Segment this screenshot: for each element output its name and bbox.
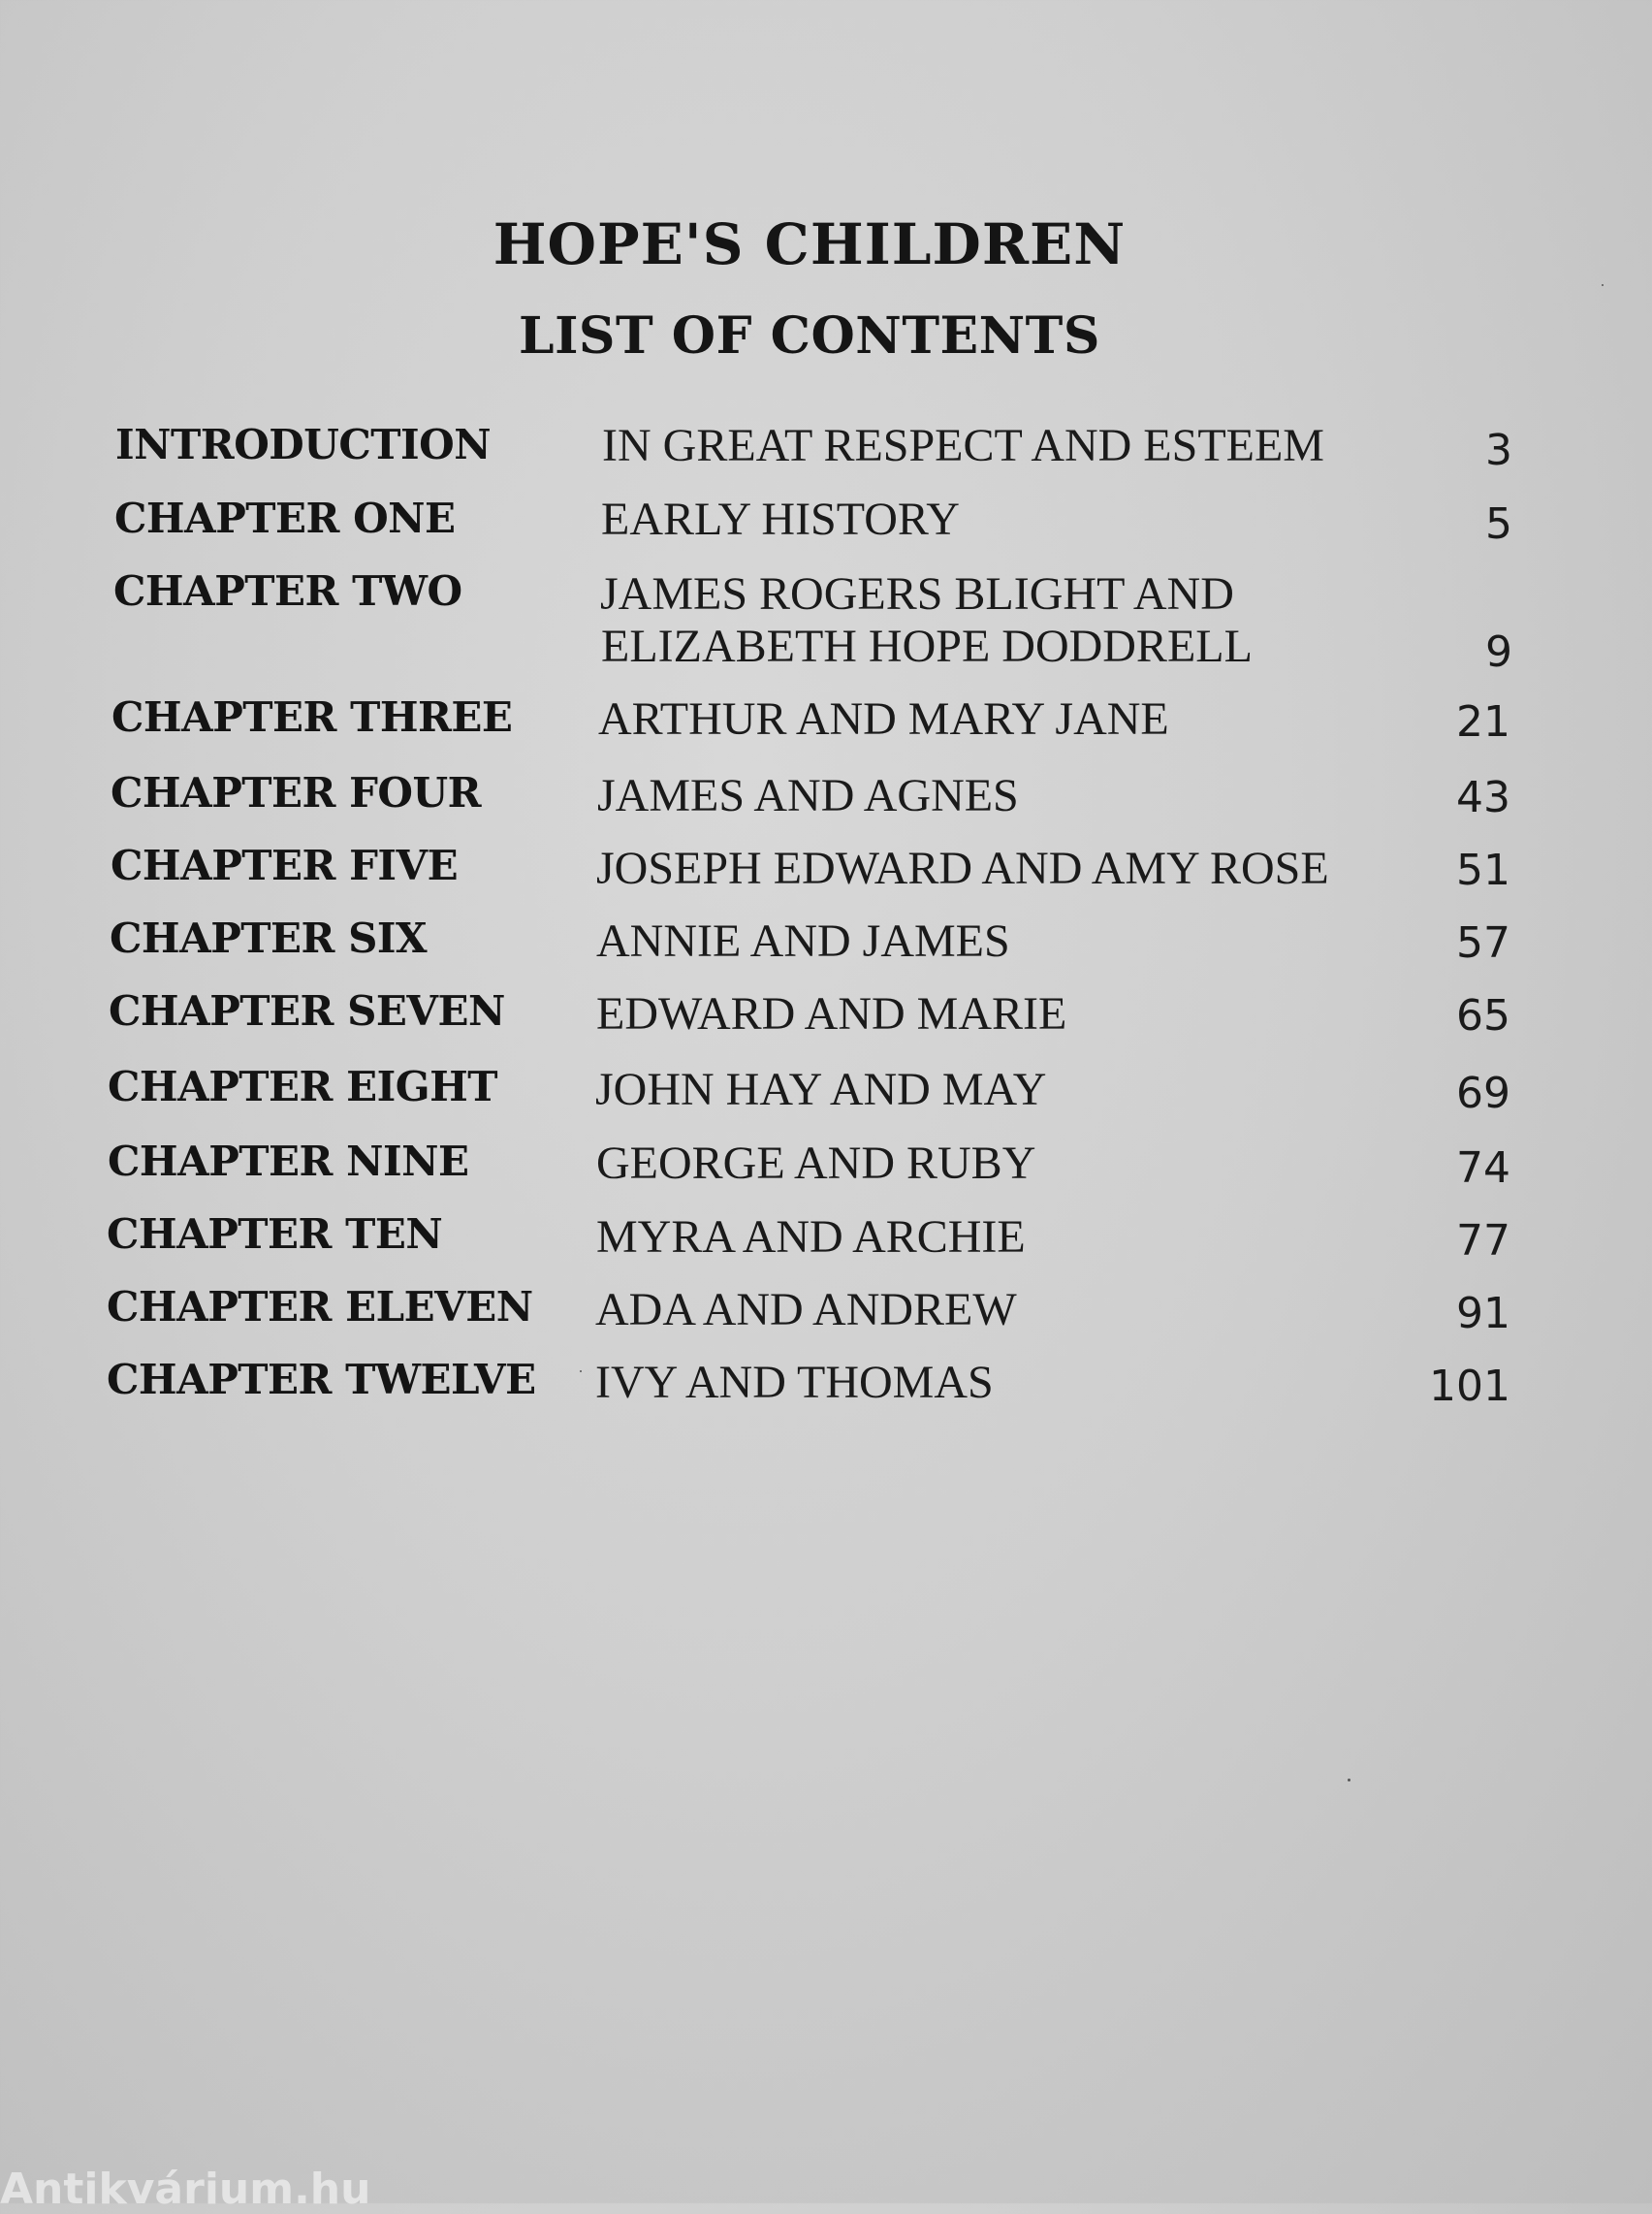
- page-number: 69: [1456, 1069, 1510, 1118]
- page-number: 3: [1485, 426, 1512, 475]
- paper-speck: [1602, 284, 1604, 286]
- page-number: 91: [1456, 1289, 1510, 1338]
- chapter-label: CHAPTER TEN: [107, 1210, 443, 1258]
- contents-heading: LIST OF CONTENTS: [519, 306, 1100, 366]
- chapter-title: MYRA AND ARCHIE: [596, 1211, 1026, 1263]
- chapter-label: CHAPTER TWO: [113, 567, 462, 615]
- paper-speck: [1348, 1779, 1350, 1781]
- chapter-title: EDWARD AND MARIE: [596, 988, 1067, 1040]
- chapter-title: ANNIE AND JAMES: [596, 915, 1010, 967]
- page-number: 43: [1456, 773, 1510, 822]
- chapter-label: CHAPTER ONE: [114, 495, 456, 542]
- chapter-title: GEORGE AND RUBY: [596, 1138, 1036, 1189]
- chapter-label: CHAPTER NINE: [108, 1138, 469, 1185]
- page-number: 74: [1456, 1143, 1510, 1193]
- chapter-title-line: JAMES ROGERS BLIGHT AND: [600, 568, 1234, 620]
- chapter-title: EARLY HISTORY: [601, 494, 960, 545]
- page-number: 9: [1485, 627, 1512, 677]
- watermark: Antikvárium.hu: [0, 2165, 371, 2214]
- chapter-title-line: ELIZABETH HOPE DODDRELL: [601, 621, 1253, 672]
- book-title: HOPE'S CHILDREN: [492, 211, 1127, 277]
- chapter-label: CHAPTER SEVEN: [109, 987, 505, 1035]
- chapter-label: CHAPTER EIGHT: [108, 1063, 498, 1110]
- page-number: 101: [1429, 1362, 1510, 1411]
- chapter-title: ARTHUR AND MARY JANE: [598, 693, 1169, 745]
- page-number: 21: [1456, 697, 1510, 747]
- page-number: 51: [1456, 846, 1510, 895]
- chapter-label: CHAPTER FOUR: [111, 769, 482, 817]
- chapter-title: IVY AND THOMAS: [595, 1357, 994, 1408]
- chapter-label: CHAPTER SIX: [110, 914, 428, 962]
- chapter-label: CHAPTER TWELVE: [107, 1356, 536, 1403]
- chapter-label: CHAPTER ELEVEN: [107, 1283, 533, 1331]
- chapter-title: IN GREAT RESPECT AND ESTEEM: [602, 420, 1324, 471]
- chapter-title: ADA AND ANDREW: [595, 1284, 1017, 1335]
- chapter-label: CHAPTER FIVE: [111, 842, 459, 889]
- paper-speck: [580, 1370, 582, 1372]
- chapter-label: CHAPTER THREE: [111, 693, 513, 741]
- chapter-title: JOSEPH EDWARD AND AMY ROSE: [596, 843, 1329, 894]
- chapter-title: JOHN HAY AND MAY: [595, 1064, 1047, 1115]
- page-number: 5: [1485, 499, 1512, 549]
- chapter-label: INTRODUCTION: [115, 421, 492, 468]
- page-number: 77: [1456, 1216, 1510, 1266]
- page-number: 57: [1456, 918, 1510, 968]
- page-number: 65: [1456, 991, 1510, 1041]
- chapter-title: JAMES AND AGNES: [597, 770, 1019, 821]
